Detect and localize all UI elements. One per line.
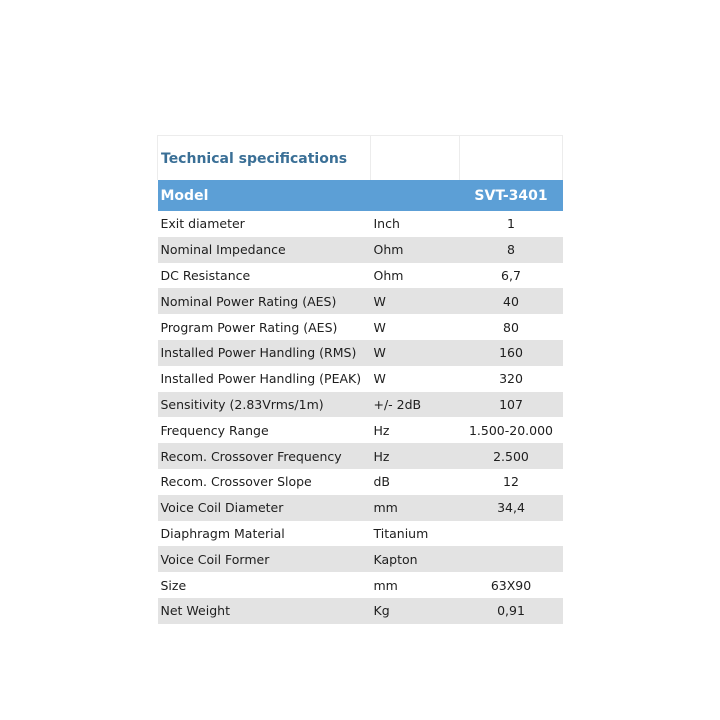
table-row [158,366,563,392]
table-row [158,546,563,572]
value-cell: 8 [460,237,563,263]
param-cell: Installed Power Handling (PEAK) [158,366,371,392]
unit-cell: Kg [371,598,460,624]
unit-cell: mm [371,495,460,521]
unit-cell: W [371,366,460,392]
table-row [158,392,563,418]
title-row [158,136,563,181]
value-cell: 2.500 [460,443,563,469]
value-cell: 1.500-20.000 [460,417,563,443]
param-cell: Frequency Range [158,417,371,443]
table-row [158,314,563,340]
param-cell: Nominal Impedance [158,237,371,263]
table-title: Technical specifications [158,136,371,181]
value-cell: 107 [460,392,563,418]
table-row [158,417,563,443]
spec-sheet [157,135,562,624]
table-row [158,237,563,263]
param-cell: Exit diameter [158,211,371,237]
title-spacer-cell [460,136,563,181]
unit-cell: Ohm [371,237,460,263]
value-cell: 320 [460,366,563,392]
param-cell: Nominal Power Rating (AES) [158,288,371,314]
unit-cell: Titanium [371,521,460,547]
value-cell: 40 [460,288,563,314]
param-cell: Voice Coil Former [158,546,371,572]
param-cell: DC Resistance [158,263,371,289]
param-cell: Diaphragm Material [158,521,371,547]
table-row [158,288,563,314]
unit-cell: W [371,340,460,366]
unit-cell: +/- 2dB [371,392,460,418]
value-cell: 160 [460,340,563,366]
unit-cell: dB [371,469,460,495]
param-cell: Program Power Rating (AES) [158,314,371,340]
unit-cell: Ohm [371,263,460,289]
unit-cell: W [371,314,460,340]
unit-cell: Hz [371,443,460,469]
param-cell: Voice Coil Diameter [158,495,371,521]
param-cell: Recom. Crossover Slope [158,469,371,495]
unit-cell: W [371,288,460,314]
title-spacer-cell [371,136,460,181]
unit-cell: Hz [371,417,460,443]
param-cell: Recom. Crossover Frequency [158,443,371,469]
model-label: Model [158,180,371,211]
value-cell: 6,7 [460,263,563,289]
param-cell: Size [158,572,371,598]
model-value: SVT-3401 [460,180,563,211]
header-row [158,180,563,211]
unit-cell: Inch [371,211,460,237]
value-cell [460,546,563,572]
table-row [158,521,563,547]
param-cell: Sensitivity (2.83Vrms/1m) [158,392,371,418]
value-cell: 1 [460,211,563,237]
value-cell: 80 [460,314,563,340]
table-row [158,598,563,624]
header-spacer-cell [371,180,460,211]
table-row [158,211,563,237]
unit-cell: Kapton [371,546,460,572]
table-row [158,340,563,366]
unit-cell: mm [371,572,460,598]
value-cell: 34,4 [460,495,563,521]
spec-table [157,135,563,624]
table-row [158,495,563,521]
param-cell: Net Weight [158,598,371,624]
value-cell: 63X90 [460,572,563,598]
table-row [158,443,563,469]
param-cell: Installed Power Handling (RMS) [158,340,371,366]
table-row [158,263,563,289]
table-row [158,469,563,495]
value-cell [460,521,563,547]
value-cell: 0,91 [460,598,563,624]
value-cell: 12 [460,469,563,495]
table-row [158,572,563,598]
